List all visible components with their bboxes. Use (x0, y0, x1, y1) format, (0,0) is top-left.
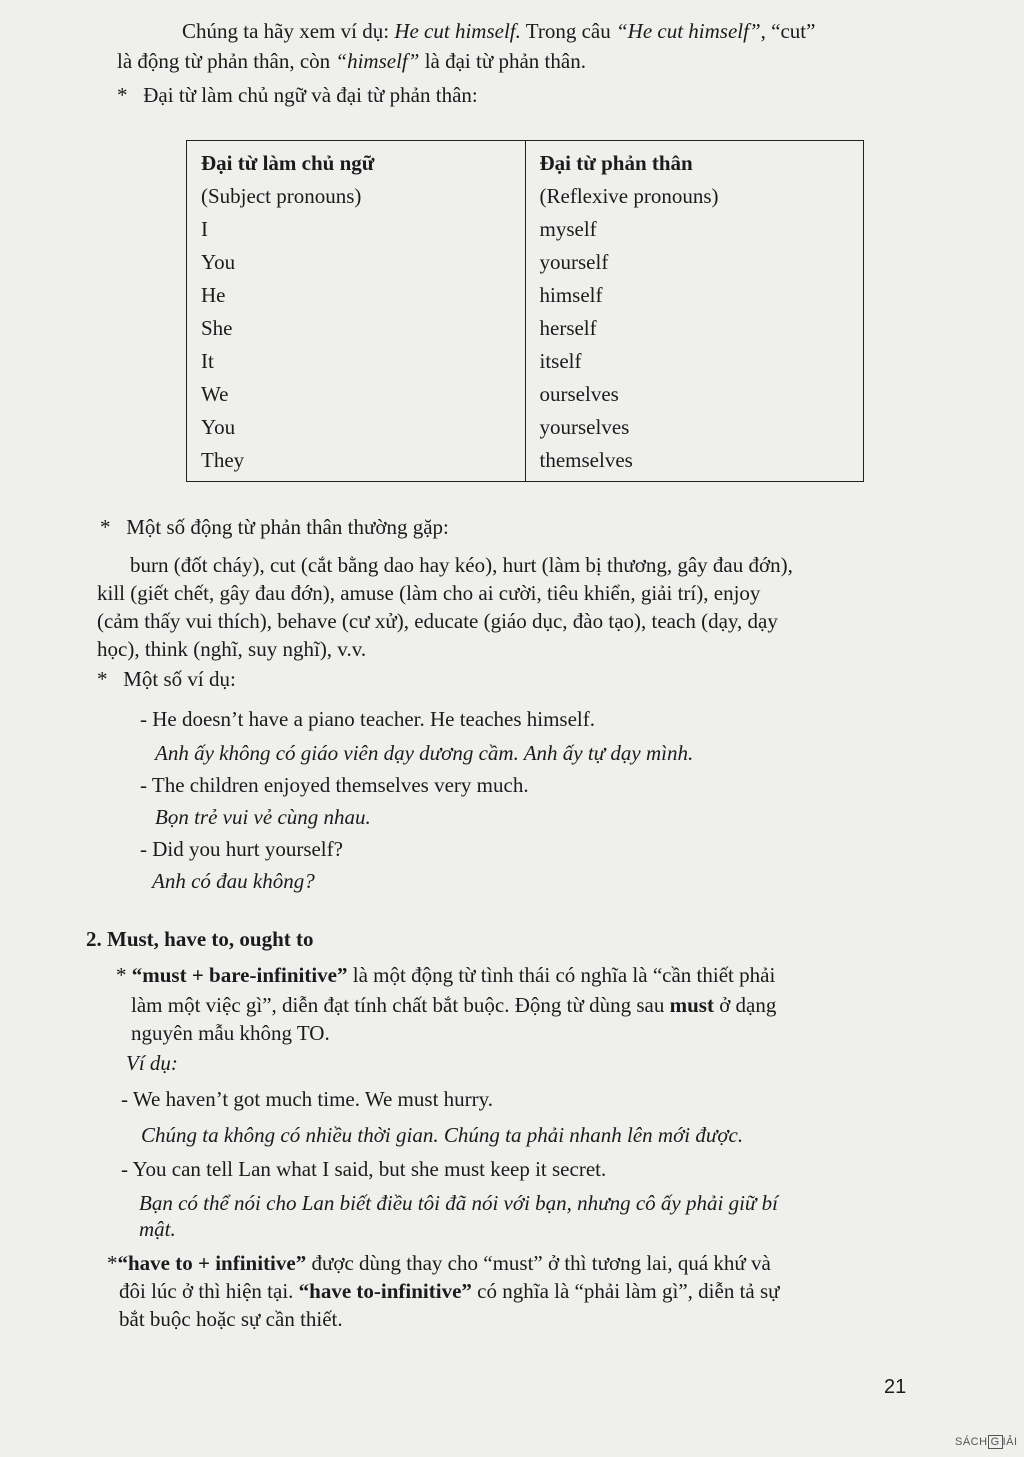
grammar-term: “must + bare-infinitive” (131, 963, 348, 987)
quoted-sentence: “He cut himself” (615, 19, 761, 43)
reflexive-pronoun: ourselves (539, 382, 619, 406)
bullet-asterisk: * (97, 667, 108, 691)
intro-text: Trong câu (520, 19, 616, 43)
example-vietnamese: Bạn có thể nói cho Lan biết điều tôi đã nói với bạn, nhưng cô ấy phải giữ bí (139, 1191, 778, 1215)
definition-text: có nghĩa là “phải làm gì”, diễn tả sự (471, 1279, 780, 1303)
intro-text: Chúng ta hãy xem ví dụ: (182, 19, 395, 43)
quoted-word: “himself” (335, 49, 420, 73)
bullet-asterisk: * (100, 515, 111, 539)
watermark-box: G (988, 1435, 1003, 1449)
page-number: 21 (884, 1376, 907, 1398)
subject-pronoun: You (201, 415, 236, 439)
subject-pronoun: It (201, 349, 214, 373)
reflexive-pronoun: yourself (539, 250, 609, 274)
definition-text: bắt buộc hoặc sự cần thiết. (119, 1307, 343, 1331)
section-heading: Một số ví dụ: (123, 667, 236, 691)
reflexive-pronoun: yourselves (539, 415, 630, 439)
verb-list-line: kill (giết chết, gây đau đớn), amuse (làm cho ai cười, tiêu khiển, giải trí), enjoy (97, 581, 761, 605)
section-heading: Một số động từ phản thân thường gặp: (126, 515, 449, 539)
intro-line-2 (117, 48, 586, 74)
column-subheader: (Reflexive pronouns) (539, 184, 719, 208)
bullet-asterisk: * (117, 83, 128, 107)
verb-list-line: burn (đốt cháy), cut (cắt bằng dao hay kéo), hurt (làm bị thương, gây đau đớn), (130, 553, 793, 577)
example-vietnamese: Chúng ta không có nhiều thời gian. Chúng ta phải nhanh lên mới được. (141, 1123, 744, 1147)
example-vietnamese: mật. (139, 1217, 176, 1241)
column-header: Đại từ làm chủ ngữ (201, 151, 375, 175)
example-label: Ví dụ: (126, 1051, 178, 1075)
pronoun-table (186, 140, 864, 482)
common-verbs-heading (100, 514, 449, 540)
grammar-term: must (669, 993, 714, 1017)
grammar-term: “have to-infinitive” (298, 1279, 472, 1303)
examples-heading (97, 666, 236, 692)
subject-pronoun-column (187, 141, 526, 482)
definition-text: ở dạng (713, 993, 777, 1017)
example-english: - He doesn’t have a piano teacher. He teaches himself. (140, 707, 596, 731)
intro-text: , “cut” (760, 19, 816, 43)
reflexive-pronoun: myself (539, 217, 597, 241)
subject-pronoun: We (201, 382, 229, 406)
watermark-text: SÁCH (955, 1436, 988, 1448)
intro-line-1 (182, 18, 815, 44)
intro-text: là đại từ phản thân. (419, 49, 586, 73)
grammar-term: “have to + infinitive” (117, 1251, 307, 1275)
subject-pronoun: You (201, 250, 236, 274)
example-vietnamese: Anh ấy không có giáo viên dạy dương cầm. Anh ấy tự dạy mình. (155, 741, 694, 765)
section-heading: Đại từ làm chủ ngữ và đại từ phản thân: (143, 83, 478, 107)
reflexive-pronoun: himself (539, 283, 603, 307)
definition-text: được dùng thay cho “must” ở thì tương lai, quá khứ và (306, 1251, 771, 1275)
reflexive-pronoun: themselves (539, 448, 633, 472)
definition-text: đôi lúc ở thì hiện tại. (119, 1279, 299, 1303)
intro-text: là động từ phản thân, còn (117, 49, 336, 73)
example-sentence: He cut himself. (394, 19, 521, 43)
subject-pronoun: She (201, 316, 233, 340)
have-to-definition-line-1 (107, 1250, 771, 1276)
subject-pronoun: I (201, 217, 208, 241)
section-title: 2. Must, have to, ought to (86, 927, 314, 951)
reflexive-pronoun-column (525, 141, 864, 482)
watermark-logo (955, 1436, 1018, 1448)
example-english: - The children enjoyed themselves very much. (140, 773, 529, 797)
bullet-asterisk: * (107, 1251, 118, 1275)
definition-text: là một động từ tình thái có nghĩa là “cần thiết phải (347, 963, 776, 987)
column-subheader: (Subject pronouns) (201, 184, 362, 208)
have-to-definition-line-2 (119, 1278, 780, 1304)
example-english: - You can tell Lan what I said, but she must keep it secret. (121, 1157, 607, 1181)
column-header: Đại từ phản thân (539, 151, 693, 175)
definition-text: làm một việc gì”, diễn đạt tính chất bắt buộc. Động từ dùng sau (131, 993, 670, 1017)
reflexive-pronoun: herself (539, 316, 597, 340)
example-vietnamese: Anh có đau không? (152, 869, 315, 893)
verb-list-line: học), think (nghĩ, suy nghĩ), v.v. (97, 637, 367, 661)
reflexive-pronoun: itself (539, 349, 582, 373)
example-english: - We haven’t got much time. We must hurry. (121, 1087, 494, 1111)
subject-pronoun: He (201, 283, 226, 307)
bullet-asterisk: * (116, 963, 127, 987)
watermark-text: IẢI (1002, 1436, 1018, 1448)
verb-list-line: (cảm thấy vui thích), behave (cư xử), educate (giáo dục, đào tạo), teach (dạy, dạy (97, 609, 778, 633)
example-vietnamese: Bọn trẻ vui vẻ cùng nhau. (155, 805, 371, 829)
subject-pronoun: They (201, 448, 245, 472)
example-english: - Did you hurt yourself? (140, 837, 343, 861)
must-definition-line-2 (131, 992, 776, 1018)
definition-text: nguyên mẫu không TO. (131, 1021, 330, 1045)
must-definition-line-1 (116, 962, 775, 988)
pronoun-heading (117, 82, 478, 108)
